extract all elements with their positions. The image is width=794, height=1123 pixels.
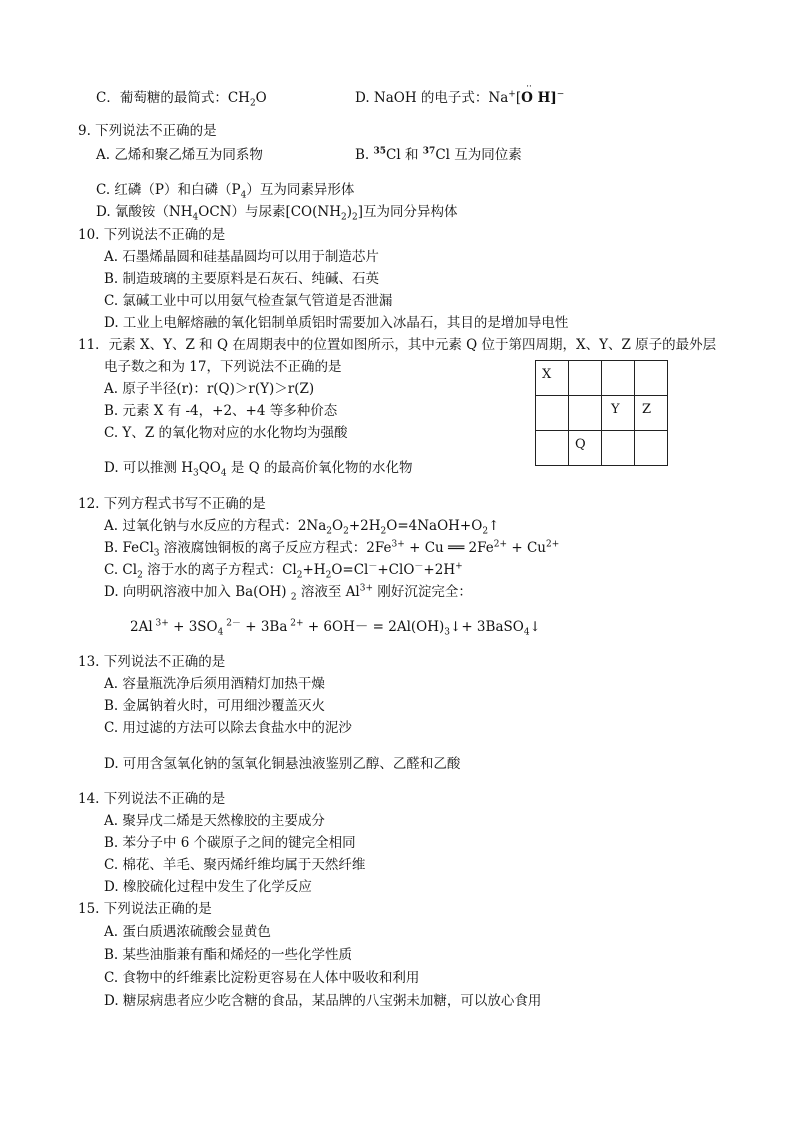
cell-y: Y — [602, 396, 635, 431]
q12-option-b: B. FeCl$_3$ 溶液腐蚀铜板的离子反应方程式：$2Fe^{3+} + Cu$ ══ $2Fe^{2+} + Cu^{2+}$ — [104, 539, 560, 559]
q15-option-c: C. 食物中的纤维素比淀粉更容易在人体中吸收和利用 — [104, 970, 420, 986]
cell-empty — [569, 361, 602, 396]
q12-stem: 12. 下列方程式书写不正确的是 — [78, 496, 266, 512]
q11-option-c: C. Y、Z 的氧化物对应的水化物均为强酸 — [104, 425, 348, 441]
cell-x: X — [536, 361, 569, 396]
q10-option-b: B. 制造玻璃的主要原料是石灰石、纯碱、石英 — [104, 271, 380, 287]
q12-option-c: C. $Cl_2$ 溶于水的离子方程式：$Cl_2+H_2O=Cl^-+ClO^-+2H^+$ — [104, 561, 463, 581]
q11-stem-line2: 电子数之和为 17，下列说法不正确的是 — [104, 359, 342, 375]
cell-empty — [569, 396, 602, 431]
q13-option-b: B. 金属钠着火时，可用细沙覆盖灭火 — [104, 698, 326, 714]
q13-stem: 13. 下列说法不正确的是 — [78, 654, 226, 670]
q14-stem: 14. 下列说法不正确的是 — [78, 791, 226, 807]
q13-option-c: C. 用过滤的方法可以除去食盐水中的泥沙 — [104, 720, 352, 736]
q13-option-d: D. 可用含氢氧化钠的氢氧化铜悬浊液鉴别乙醇、乙醛和乙酸 — [104, 756, 461, 772]
q15-option-b: B. 某些油脂兼有酯和烯烃的一些化学性质 — [104, 947, 353, 963]
q9-stem: 9. 下列说法不正确的是 — [78, 123, 217, 139]
q13-option-a: A. 容量瓶洗净后须用酒精灯加热干燥 — [104, 676, 325, 692]
q10-option-c: C. 氯碱工业中可以用氨气检查氯气管道是否泄漏 — [104, 293, 393, 309]
q15-option-a: A. 蛋白质遇浓硫酸会显黄色 — [104, 924, 271, 940]
q9-option-c: C. 红磷（P）和白磷$(P_4)$互为同素异形体 — [96, 182, 355, 201]
cell-z: Z — [635, 396, 668, 431]
q15-option-d: D. 糖尿病患者应少吃含糖的食品，某品牌的八宝粥未加糖，可以放心食用 — [104, 993, 542, 1009]
q11-option-a: A. 原子半径(r)：r(Q)＞r(Y)＞r(Z) — [104, 381, 315, 397]
q12-option-a: A. 过氧化钠与水反应的方程式：$2Na_2O_2+2H_2O=4NaOH+O_2↑$ — [104, 518, 500, 537]
cell-empty — [536, 396, 569, 431]
q15-stem: 15. 下列说法正确的是 — [78, 901, 212, 917]
q10-option-d: D. 工业上电解熔融的氧化铝制单质铝时需要加入冰晶石，其目的是增加导电性 — [104, 315, 569, 331]
q9-option-d: D. 氰酸铵$(NH_4OCN)$与尿素$[CO(NH_2)_2]$互为同分异构体 — [96, 204, 458, 223]
cell-empty — [635, 431, 668, 466]
q11-option-b: B. 元素 X 有 -4，+2、+4 等多种价态 — [104, 403, 338, 419]
cell-empty — [602, 361, 635, 396]
q12-option-d-equation: 2Al $^{3+} + 3SO_4$ $^{2-}$ + 3Ba $^{2+} + 6OH- = 2Al(OH)_3↓+$ 3BaSO$_4$↓ — [130, 618, 541, 638]
q11-stem-line1: 11．元素 X、Y、Z 和 Q 在周期表中的位置如图所示，其中元素 Q 位于第四周期，X、Y、Z 原子的最外层 — [78, 337, 717, 353]
q11-option-d: D. 可以推测 $H_3QO_4$ 是 Q 的最高价氧化物的水化物 — [104, 460, 413, 479]
q12-option-d: D. 向明矾溶液中加入 Ba(OH) $_2$ 溶液至 $Al^{3+}$ 刚好沉淀完全： — [104, 583, 472, 603]
q14-option-c: C. 棉花、羊毛、聚丙烯纤维均属于天然纤维 — [104, 857, 366, 873]
cell-empty — [635, 361, 668, 396]
q9-option-a: A. 乙烯和聚乙烯互为同系物 — [96, 147, 263, 163]
q8-option-d: D. NaOH 的电子式：Na+[ ·· O H]− — [355, 82, 565, 106]
cell-empty — [602, 431, 635, 466]
cell-empty — [536, 431, 569, 466]
q10-stem: 10. 下列说法不正确的是 — [78, 227, 226, 243]
periodic-table-fragment — [535, 360, 668, 466]
cell-q: Q — [569, 431, 602, 466]
q14-option-d: D. 橡胶硫化过程中发生了化学反应 — [104, 879, 312, 895]
q10-option-a: A. 石墨烯晶圆和硅基晶圆均可以用于制造芯片 — [104, 249, 379, 265]
q14-option-b: B. 苯分子中 6 个碳原子之间的键完全相同 — [104, 835, 356, 851]
q8-option-c: C．葡萄糖的最简式：$CH_2O$ — [96, 90, 267, 109]
q9-option-b: B. $^{35}$Cl 和 $^{37}$Cl 互为同位素 — [355, 146, 522, 163]
q14-option-a: A. 聚异戊二烯是天然橡胶的主要成分 — [104, 813, 325, 829]
